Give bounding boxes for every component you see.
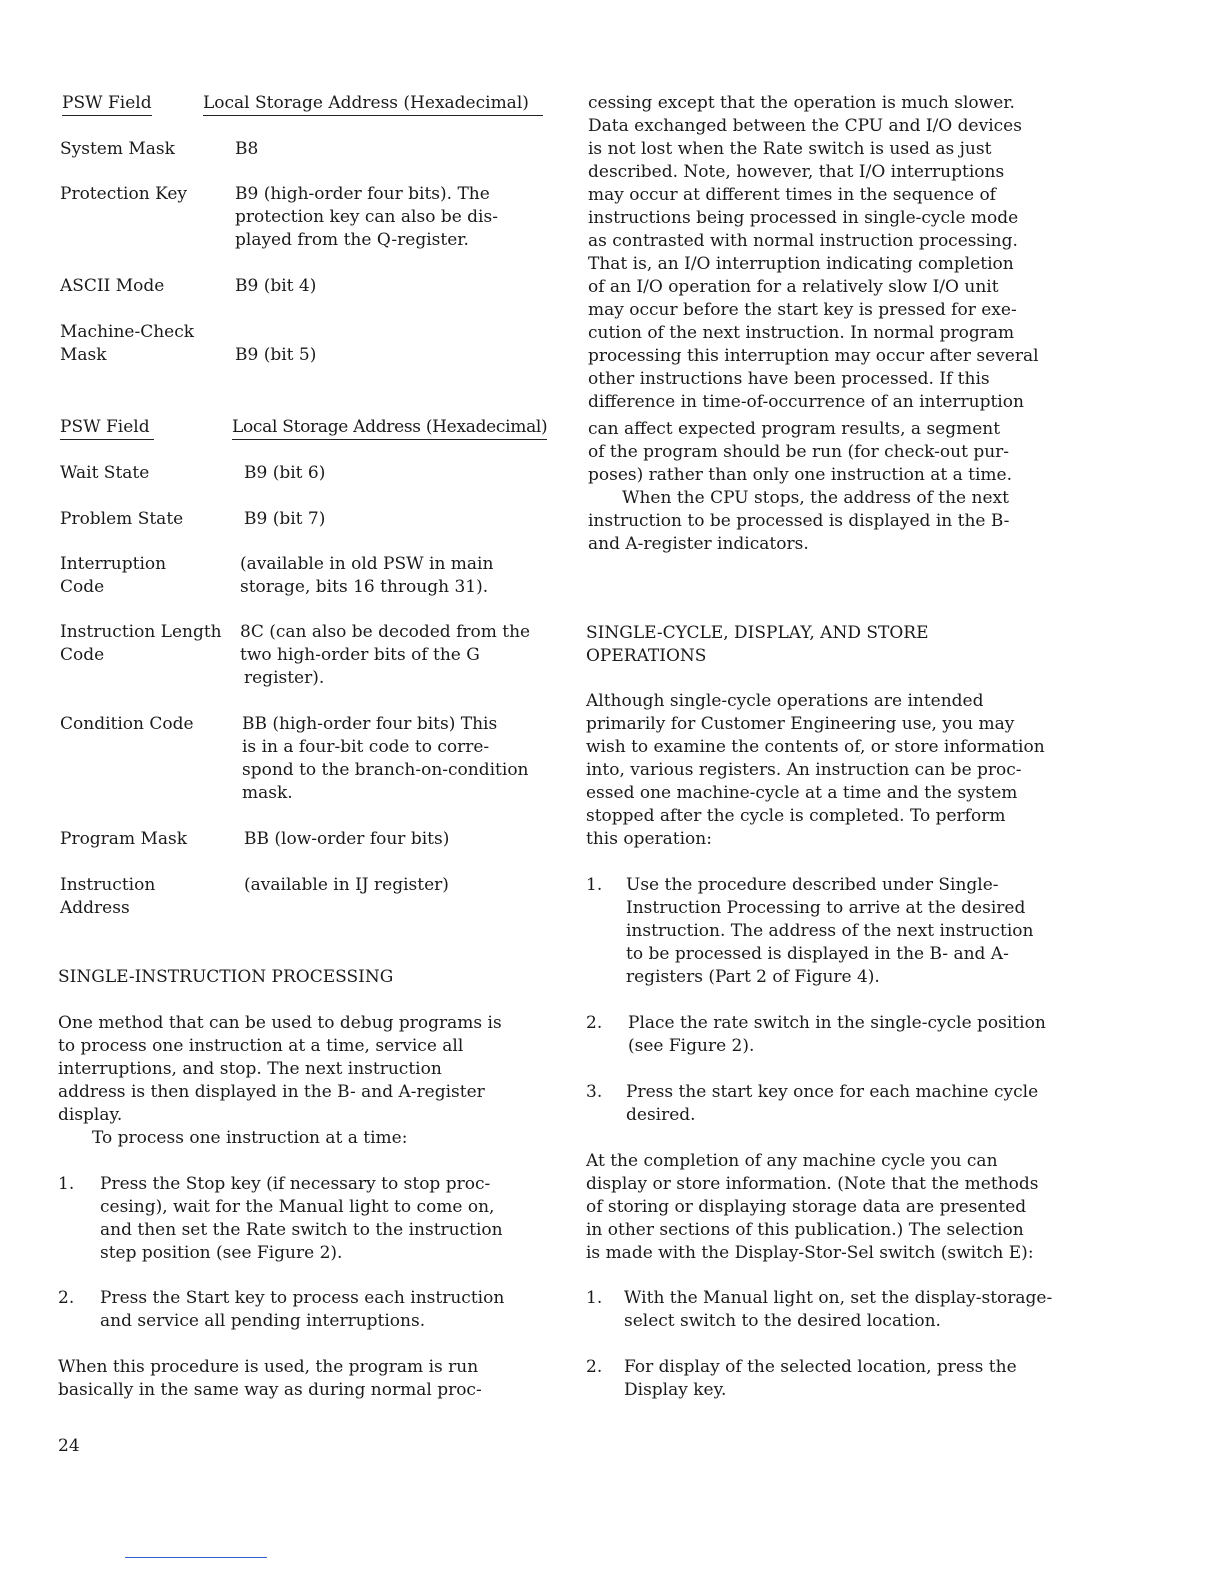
- table1-row-field: Protection Key: [60, 184, 187, 204]
- step-number: 2.: [586, 1013, 603, 1033]
- step-number: 1.: [586, 1288, 603, 1308]
- page-number: 24: [58, 1436, 80, 1456]
- sip-paragraph-2: To process one instruction at a time:: [92, 1128, 408, 1148]
- table1-row-value: B9 (bit 5): [235, 345, 317, 365]
- table1-row-value: B9 (bit 4): [235, 276, 317, 296]
- table2-row-value: BB (low-order four bits): [244, 829, 450, 849]
- table2-row-field: Interruption Code: [60, 554, 167, 597]
- table1-row-field: System Mask: [60, 139, 175, 159]
- step-number: 1.: [586, 875, 603, 895]
- scd-paragraph-1: Although single-cycle operations are intended primarily for Customer Engineering use, you may wish to examine the contents of, or store information into, various registers. An instruction can be proc- essed one machine-cycle at a time and the system stopped after the cycle is completed. To perform this operation:: [586, 691, 1045, 849]
- step-text: For display of the selected location, press the Display key.: [624, 1357, 1017, 1400]
- table2-row-field: Problem State: [60, 509, 184, 529]
- table1-row-value: B8: [235, 139, 259, 159]
- step-text: With the Manual light on, set the display-storage- select switch to the desired location.: [624, 1288, 1053, 1331]
- step-number: 2.: [586, 1357, 603, 1377]
- step-text: Press the start key once for each machine cycle desired.: [626, 1082, 1039, 1125]
- table2-row-value: (available in IJ register): [244, 875, 449, 895]
- step-text: Press the Start key to process each instruction and service all pending interruptions.: [100, 1288, 505, 1331]
- table2-row-field: Instruction Address: [60, 875, 156, 918]
- footer-rule: [125, 1557, 267, 1558]
- table2-row-field: Wait State: [60, 463, 150, 483]
- sip-heading: SINGLE-INSTRUCTION PROCESSING: [58, 967, 394, 987]
- table2-row-value: 8C (can also be decoded from the two high-order bits of the G register).: [240, 622, 531, 688]
- step-number: 2.: [58, 1288, 75, 1308]
- table2-row-value: (available in old PSW in main storage, bits 16 through 31).: [240, 554, 494, 597]
- step-text: Place the rate switch in the single-cycle position (see Figure 2).: [628, 1013, 1046, 1056]
- table2-row-value: B9 (bit 6): [244, 463, 326, 483]
- step-number: 1.: [58, 1174, 75, 1194]
- table2-row-value: BB (high-order four bits) This is in a four-bit code to corre- spond to the branch-on-condition mask.: [242, 714, 529, 803]
- table1-header-addr: Local Storage Address (Hexadecimal): [203, 92, 543, 115]
- scd-paragraph-2: At the completion of any machine cycle you can display or store information. (Note that the methods of storing or displaying storage data are presented in other sections of this publication.) The selection is made with the Display-Stor-Sel switch (switch E):: [586, 1151, 1039, 1263]
- table1-row-field: Machine-Check Mask: [60, 322, 195, 365]
- table2-row-field: Condition Code: [60, 714, 194, 734]
- table2-row-field: Program Mask: [60, 829, 188, 849]
- sip-paragraph-3: When this procedure is used, the program is run basically in the same way as during normal proc-: [58, 1357, 482, 1400]
- table1-row-field: ASCII Mode: [60, 276, 165, 296]
- table2-row-field: Instruction Length Code: [60, 622, 222, 665]
- table1-header-field: PSW Field: [62, 92, 152, 115]
- table2-row-value: B9 (bit 7): [244, 509, 326, 529]
- step-text: Use the procedure described under Single- Instruction Processing to arrive at the desired instruction. The address of the next instruction to be processed is displayed in the B- and A- registers (Part 2 of Figure 4).: [626, 875, 1034, 987]
- sip-paragraph-1: One method that can be used to debug programs is to process one instruction at a time, service all interruptions, and stop. The next instruction address is then displayed in the B- and A-register display. To process one instruction at a time:: [58, 1013, 502, 1148]
- table2-header-addr: Local Storage Address (Hexadecimal): [232, 416, 547, 439]
- right-continuation-paragraph: cessing except that the operation is much slower. Data exchanged between the CPU and I/O devices is not lost when the Rate switch is used as just described. Note, however, that I/O interruptions may occur at different times in the sequence of instructions being processed in single-cycle mode as contrasted with normal instruction processing. That is, an I/O interruption indicating completion of an I/O operation for a relatively slow I/O unit may occur before the start key is pressed for exe- cution of the next instruction. In normal program processing this interruption may occur after several other instructions have been processed. If this difference in time-of-occurrence of an interruption can affect expected program results, a segment of the program should be run (for check-out pur- poses) rather than only one instruction at a time. When the CPU stops, the address of the next instruction to be processed is displayed in the B- and A-register indicators.: [588, 93, 1039, 554]
- table2-header-field: PSW Field: [60, 416, 154, 439]
- scd-heading: SINGLE-CYCLE, DISPLAY, AND STORE OPERATIONS: [586, 623, 929, 666]
- step-text: Press the Stop key (if necessary to stop proc- cesing), wait for the Manual light to come on, and then set the Rate switch to the instruction step position (see Figure 2).: [100, 1174, 503, 1263]
- table1-row-value: B9 (high-order four bits). The protection key can also be dis- played from the Q-register.: [235, 184, 498, 250]
- step-number: 3.: [586, 1082, 603, 1102]
